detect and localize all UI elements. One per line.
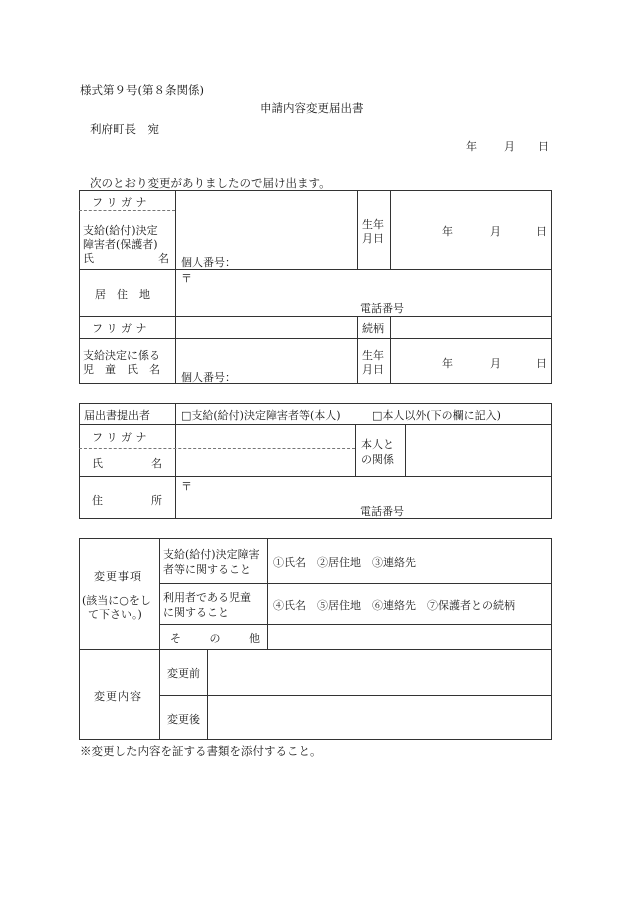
personal-number-label: 個人番号：: [181, 256, 236, 269]
submitter-phone-label: 電話番号: [360, 505, 404, 518]
postal-mark: 〒: [181, 272, 192, 285]
address-field[interactable]: [195, 271, 550, 297]
child-label-line2: 児 童 氏 名: [83, 363, 160, 376]
relation-label: 続柄: [362, 322, 384, 335]
date-day[interactable]: 日: [538, 140, 549, 153]
birth-month[interactable]: 月: [490, 225, 501, 238]
child-birth-label-2: 月日: [362, 363, 384, 376]
change-items-label: 変更事項: [94, 570, 142, 583]
change-items-note-1: (該当に○をし: [82, 594, 151, 607]
birth-year[interactable]: 年: [442, 225, 453, 238]
applicant-label-line3: 氏 名: [83, 252, 169, 265]
category1-label-1: 支給(給付)決定障害: [163, 548, 260, 561]
category3-field[interactable]: [269, 626, 550, 647]
phone-label: 電話番号: [360, 302, 404, 315]
child-birth-day[interactable]: 日: [536, 357, 547, 370]
change-items-note-2: て下さい。): [88, 608, 142, 621]
submitter-relation-field[interactable]: [407, 426, 550, 474]
footer-note: ※変更した内容を証する書類を添付すること。: [80, 744, 322, 758]
addressee: 利府町長 宛: [90, 122, 159, 136]
birth-day[interactable]: 日: [536, 225, 547, 238]
before-label: 変更前: [167, 667, 200, 680]
form-title: 申請内容変更届出書: [260, 101, 364, 115]
before-field[interactable]: [209, 651, 550, 693]
change-contents-label: 変更内容: [94, 690, 142, 703]
after-field[interactable]: [209, 697, 550, 738]
submitter-furigana-field[interactable]: [177, 426, 353, 446]
furigana-label: フ リ ガ ナ: [92, 196, 147, 209]
form-number: 様式第９号(第８条関係): [80, 83, 204, 97]
date-month[interactable]: 月: [504, 140, 515, 153]
category2-label-1: 利用者である児童: [163, 591, 251, 604]
child-name-field[interactable]: [177, 340, 355, 366]
submitter-address-label: 住 所: [92, 494, 162, 507]
relation-label-2: の関係: [361, 453, 394, 466]
child-label-line1: 支給決定に係る: [83, 349, 160, 362]
birth-label-1: 生年: [362, 218, 384, 231]
birth-label-2: 月日: [362, 232, 384, 245]
category1-label-2: 者等に関すること: [163, 563, 251, 576]
child-birth-month[interactable]: 月: [490, 357, 501, 370]
category2-options[interactable]: ④氏名 ⑤居住地 ⑥連絡先 ⑦保護者との続柄: [273, 599, 515, 612]
applicant-label-line1: 支給(給付)決定: [83, 224, 158, 237]
submitter-name-label: 氏 名: [92, 457, 162, 470]
submitter-name-field[interactable]: [177, 450, 353, 474]
category3-label: そ の 他: [170, 632, 260, 645]
relation-label-1: 本人と: [361, 438, 394, 451]
child-personal-number-label: 個人番号：: [181, 371, 236, 384]
child-birth-label-1: 生年: [362, 349, 384, 362]
submitter-label: 届出書提出者: [84, 409, 150, 422]
date-year[interactable]: 年: [466, 140, 477, 153]
option-other-checkbox[interactable]: □本人以外(下の欄に記入): [372, 409, 501, 422]
applicant-furigana-field[interactable]: [177, 192, 355, 210]
category2-label-2: に関すること: [163, 606, 229, 619]
address-label: 居 住 地: [95, 288, 150, 301]
submitter-address-field[interactable]: [195, 479, 550, 499]
child-birth-year[interactable]: 年: [442, 357, 453, 370]
relation-field[interactable]: [392, 318, 550, 336]
submitter-furigana-label: フ リ ガ ナ: [92, 431, 147, 444]
intro-text: 次のとおり変更がありましたので届け出ます。: [90, 176, 331, 190]
after-label: 変更後: [167, 713, 200, 726]
child-furigana-field[interactable]: [177, 318, 355, 336]
child-furigana-label: フ リ ガ ナ: [92, 322, 147, 335]
option-self-checkbox[interactable]: □支給(給付)決定障害者等(本人): [181, 409, 341, 422]
applicant-label-line2: 障害者(保護者): [83, 238, 158, 251]
category1-options[interactable]: ①氏名 ②居住地 ③連絡先: [273, 556, 416, 569]
applicant-name-field[interactable]: [177, 212, 355, 252]
submitter-postal-mark: 〒: [181, 480, 192, 493]
